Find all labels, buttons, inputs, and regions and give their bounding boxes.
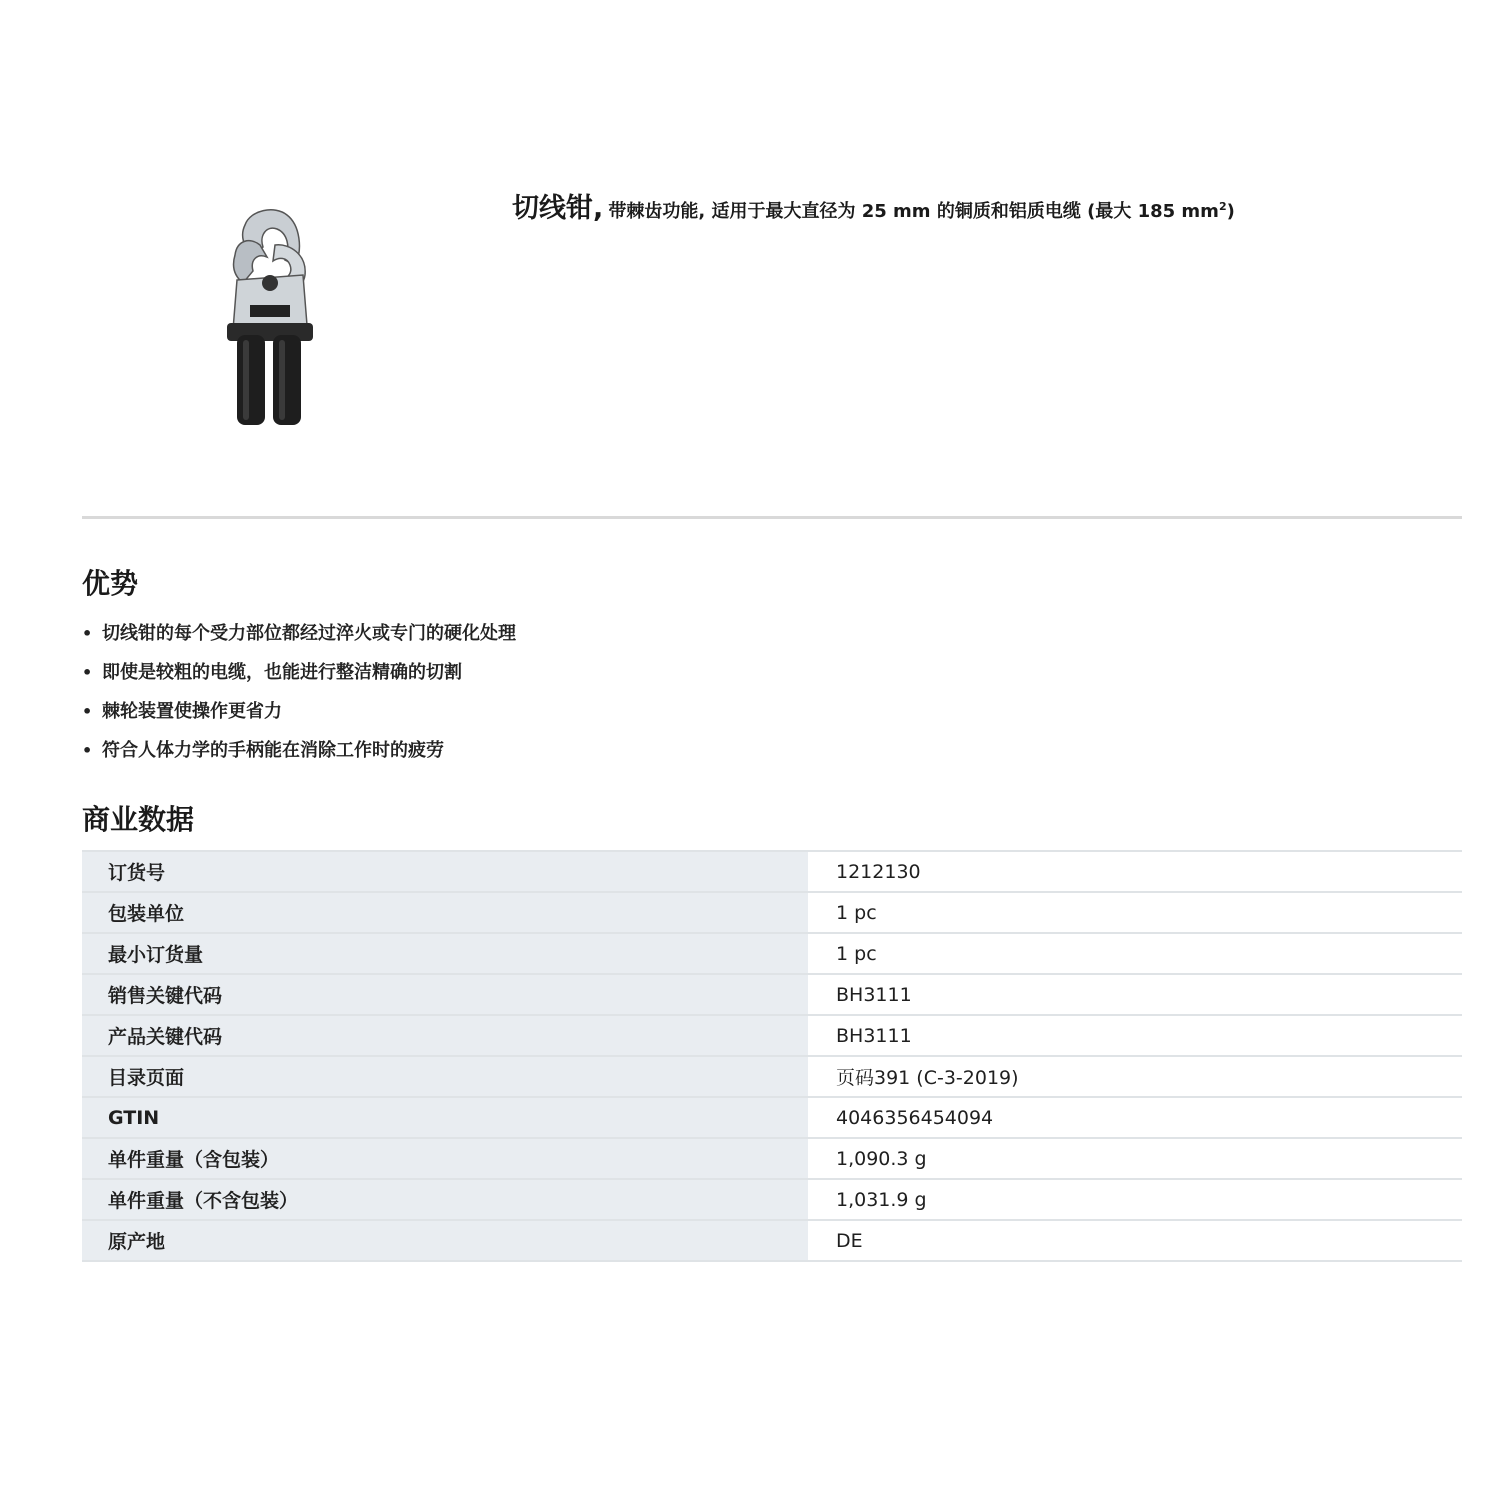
table-row <box>82 1056 1462 1097</box>
bullet-icon: • <box>82 702 93 721</box>
table-row <box>82 1220 1462 1261</box>
advantage-text: 棘轮装置使操作更省力 <box>102 701 282 722</box>
section-divider <box>82 516 1462 519</box>
advantage-item <box>82 659 516 698</box>
row-key: 单件重量（不含包装） <box>82 1179 808 1220</box>
row-value: BH3111 <box>808 1015 1462 1056</box>
table-row <box>82 1138 1462 1179</box>
product-headline <box>512 186 1235 225</box>
row-value: 1212130 <box>808 851 1462 892</box>
row-value: BH3111 <box>808 974 1462 1015</box>
product-description-superscript: 2 <box>1218 200 1227 213</box>
commercial-data-title: 商业数据 <box>82 803 195 836</box>
row-key: 订货号 <box>82 851 808 892</box>
product-description-main: 带棘齿功能, 适用于最大直径为 25 mm 的铜质和铝质电缆 (最大 185 mm <box>608 201 1219 222</box>
row-value: 1 pc <box>808 933 1462 974</box>
product-image <box>215 205 325 430</box>
product-name-separator: , <box>593 193 604 224</box>
row-key: 目录页面 <box>82 1056 808 1097</box>
table-row <box>82 892 1462 933</box>
bullet-icon: • <box>82 741 93 760</box>
table-row <box>82 1179 1462 1220</box>
table-row <box>82 1097 1462 1138</box>
table-row <box>82 974 1462 1015</box>
advantage-text: 符合人体力学的手柄能在消除工作时的疲劳 <box>102 740 444 761</box>
row-key: 销售关键代码 <box>82 974 808 1015</box>
row-value: 1,090.3 g <box>808 1138 1462 1179</box>
cable-cutter-image <box>215 205 325 430</box>
commercial-data-table <box>82 850 1462 1262</box>
advantage-text: 切线钳的每个受力部位都经过淬火或专门的硬化处理 <box>102 623 516 644</box>
row-value: DE <box>808 1220 1462 1261</box>
advantage-item <box>82 698 516 737</box>
row-key: 最小订货量 <box>82 933 808 974</box>
table-row <box>82 851 1462 892</box>
row-key: GTIN <box>82 1097 808 1138</box>
table-row <box>82 933 1462 974</box>
row-value: 页码391 (C-3-2019) <box>808 1056 1462 1097</box>
bullet-icon: • <box>82 663 93 682</box>
row-value: 1,031.9 g <box>808 1179 1462 1220</box>
advantage-item <box>82 620 516 659</box>
product-name: 切线钳 <box>512 193 593 224</box>
advantages-list <box>82 620 516 776</box>
row-value: 1 pc <box>808 892 1462 933</box>
product-description <box>608 201 1234 222</box>
row-key: 产品关键代码 <box>82 1015 808 1056</box>
table-row <box>82 1015 1462 1056</box>
row-key: 原产地 <box>82 1220 808 1261</box>
row-key: 单件重量（含包装） <box>82 1138 808 1179</box>
advantage-text: 即使是较粗的电缆，也能进行整洁精确的切割 <box>102 662 462 683</box>
advantage-item <box>82 737 516 776</box>
product-description-end: ) <box>1226 201 1235 222</box>
row-value: 4046356454094 <box>808 1097 1462 1138</box>
bullet-icon: • <box>82 624 93 643</box>
advantages-title: 优势 <box>82 567 139 600</box>
row-key: 包装单位 <box>82 892 808 933</box>
